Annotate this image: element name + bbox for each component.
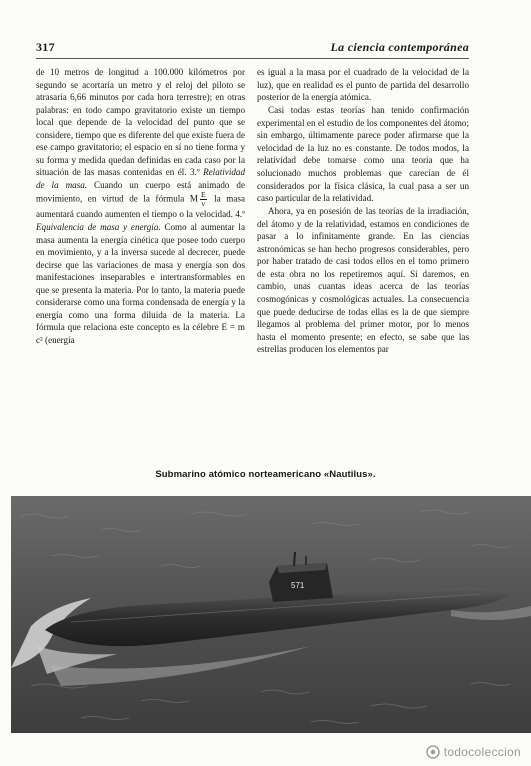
submarine-photo bbox=[11, 496, 531, 733]
fraction-denominator: v bbox=[201, 199, 206, 209]
watermark-logo-icon bbox=[426, 745, 440, 759]
right-paragraph-2: Casi todas estas teorías han tenido confirmación experimental en el estudio de los componentes del átomo; sin embargo, últimamente parece poder afirmarse que la velocidad de la luz no es constante. De todos modos, la relatividad debe tomarse como una teoría que ha solucionado muchos problemas que carecían de él considerados por la física clásica, la cual pasa a ser un caso particular de la relatividad. bbox=[257, 105, 469, 204]
text-run: Cuando un cuerpo está animado de movimiento, en virtud de la fórmula M bbox=[36, 179, 245, 205]
watermark bbox=[426, 743, 521, 761]
submarine-illustration bbox=[11, 496, 531, 733]
text-run: de 10 metros de longitud a 100.000 kilómetros por segundo se acortaría un metro y el reloj del piloto se atrasaría 6,66 minutos por cada hora terrestre); en otras palabras: en todo campo gravitatorio existe un tiempo local que depende de la velocidad del punto que se considere, tiempo que es diferente del que existe fuera de ese campo gravitatorio; el espacio en sí no tiene forma y su forma y medida quedan definidas en cada caso por la situación de las masas contenidas en él. 3.º bbox=[36, 67, 245, 178]
hull-number: 571 bbox=[291, 581, 305, 590]
right-paragraph-3: Ahora, ya en posesión de las teorías de la irradiación, del átomo y de la relatividad, estamos en condiciones de pasar a lo infinitamente grande. En las ciencias astronómicas se han hecho progresos considerables, pero por haber tratado de casi todos ellos en el tomo primero de esta obra no los repetiremos aquí. Sí daremos, en cambio, unas cuantas ideas acerca de las teorías cosmogónicas y cosmológicas actuales. La consecuencia que puede deducirse de todas ellas es la de que siempre llegamos al problema del primer motor, por lo menos hasta el momento presente; en efecto, se sabe que las estrellas producen los elementos par bbox=[257, 206, 469, 355]
page-number: 317 bbox=[36, 40, 55, 54]
page-header bbox=[36, 40, 469, 58]
header-rule bbox=[36, 58, 469, 59]
figure-caption: Submarino atómico norteamericano «Nautilus». bbox=[155, 469, 376, 480]
text-run: la masa aumentará cuando aumenten el tiempo o la velocidad. 4.º bbox=[36, 194, 245, 220]
mass-formula-fraction bbox=[200, 191, 207, 208]
text-run: Como al aumentar la masa aumenta la energía cinética que posee todo cuerpo en movimiento, y a la inversa sucede al decrecer, puede decirse que las variaciones de masa y energía son dos manifestaciones inseparables e intertransformables en que se presenta la materia. Por lo tanto, la materia puede considerarse como una forma condensada de energía y la energía como una forma diluida de la materia. La fórmula que relaciona este concepto es la célebre E = m c² (energía bbox=[36, 222, 245, 345]
fraction-numerator: E bbox=[201, 190, 206, 200]
right-paragraph-1: es igual a la masa por el cuadrado de la velocidad de la luz), que en realidad es el punto de partida del desarrollo posterior de la energía atómica. bbox=[257, 67, 469, 103]
left-column bbox=[36, 66, 245, 346]
running-title: La ciencia contemporánea bbox=[330, 40, 469, 54]
left-paragraph bbox=[36, 66, 245, 346]
emphasis-relatividad-masa: Relatividad de la masa. bbox=[36, 167, 245, 190]
emphasis-equivalencia: Equivalencia de masa y energía. bbox=[36, 222, 161, 233]
watermark-text: todocoleccion bbox=[443, 745, 521, 759]
right-column bbox=[257, 66, 469, 356]
